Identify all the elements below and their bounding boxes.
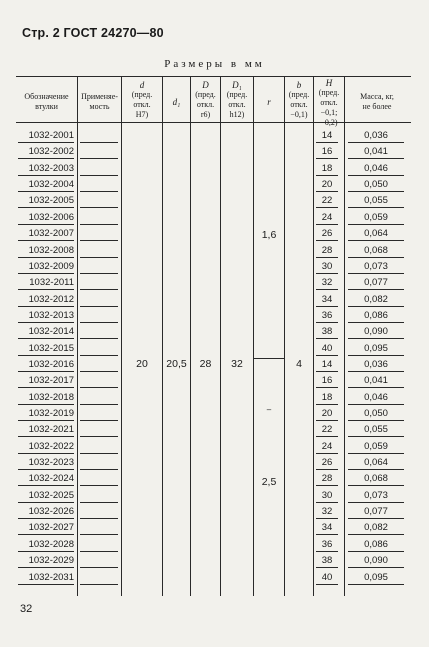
- row-mass: 0,090: [348, 325, 404, 339]
- row-mass: 0,036: [348, 129, 404, 143]
- header-D: D (пред. откл. r6): [195, 80, 216, 119]
- col-divider: [190, 76, 191, 596]
- row-mass: 0,055: [348, 423, 404, 437]
- row-application-cell: [80, 423, 118, 437]
- row-application-cell: [80, 456, 118, 470]
- row-code: 1032-2017: [18, 374, 74, 388]
- row-application-cell: [80, 178, 118, 192]
- col-divider: [344, 76, 345, 596]
- col-divider: [284, 76, 285, 596]
- row-mass: 0,064: [348, 456, 404, 470]
- row-code: 1032-2018: [18, 391, 74, 405]
- row-code: 1032-2019: [18, 407, 74, 421]
- header-H: H (пред. откл. −0,1; −0,2): [318, 78, 340, 127]
- row-application-cell: [80, 440, 118, 454]
- row-H: 20: [316, 407, 338, 421]
- row-H: 22: [316, 423, 338, 437]
- r-group-divider: [254, 358, 284, 359]
- row-code: 1032-2006: [18, 211, 74, 225]
- row-application-cell: [80, 194, 118, 208]
- value-r-group2: 2,5: [261, 476, 277, 488]
- col-divider: [313, 76, 314, 596]
- row-application-cell: [80, 309, 118, 323]
- header-code: Обозначение втулки: [24, 92, 69, 111]
- row-code: 1032-2013: [18, 309, 74, 323]
- row-mass: 0,050: [348, 178, 404, 192]
- value-D1: 32: [231, 358, 243, 370]
- col-divider: [253, 76, 254, 596]
- row-code: 1032-2005: [18, 194, 74, 208]
- row-mass: 0,036: [348, 358, 404, 372]
- row-code: 1032-2008: [18, 244, 74, 258]
- row-H: 26: [316, 227, 338, 241]
- row-application-cell: [80, 521, 118, 535]
- row-code: 1032-2026: [18, 505, 74, 519]
- row-H: 28: [316, 472, 338, 486]
- row-mass: 0,082: [348, 293, 404, 307]
- page-header: Стр. 2 ГОСТ 24270—80: [22, 26, 164, 40]
- col-divider: [162, 76, 163, 596]
- value-D: 28: [199, 358, 212, 370]
- row-mass: 0,073: [348, 260, 404, 274]
- row-H: 24: [316, 211, 338, 225]
- row-code: 1032-2028: [18, 538, 74, 552]
- row-application-cell: [80, 391, 118, 405]
- row-application-cell: [80, 145, 118, 159]
- row-H: 24: [316, 440, 338, 454]
- header-mass: Масса, кг, не более: [360, 92, 394, 111]
- row-mass: 0,082: [348, 521, 404, 535]
- row-code: 1032-2016: [18, 358, 74, 372]
- row-mass: 0,064: [348, 227, 404, 241]
- row-H: 26: [316, 456, 338, 470]
- row-H: 14: [316, 129, 338, 143]
- row-H: 32: [316, 276, 338, 290]
- value-d1: 20,5: [166, 358, 187, 370]
- header-d1: d₁: [172, 97, 181, 107]
- row-mass: 0,068: [348, 244, 404, 258]
- row-application-cell: [80, 227, 118, 241]
- row-application-cell: [80, 162, 118, 176]
- row-H: 14: [316, 358, 338, 372]
- row-code: 1032-2024: [18, 472, 74, 486]
- row-H: 40: [316, 342, 338, 356]
- row-H: 22: [316, 194, 338, 208]
- header-application: Применяе- мость: [81, 92, 118, 111]
- header-r: r: [267, 97, 271, 107]
- row-code: 1032-2029: [18, 554, 74, 568]
- row-H: 28: [316, 244, 338, 258]
- row-code: 1032-2025: [18, 489, 74, 503]
- row-H: 34: [316, 293, 338, 307]
- row-H: 38: [316, 325, 338, 339]
- row-H: 30: [316, 260, 338, 274]
- row-H: 30: [316, 489, 338, 503]
- row-H: 18: [316, 162, 338, 176]
- row-application-cell: [80, 472, 118, 486]
- row-mass: 0,073: [348, 489, 404, 503]
- row-mass: 0,046: [348, 391, 404, 405]
- table-title: Размеры в мм: [164, 58, 265, 70]
- value-d: 20: [136, 358, 148, 370]
- header-d: d (пред. откл. H7): [131, 80, 153, 119]
- row-mass: 0,046: [348, 162, 404, 176]
- row-application-cell: [80, 244, 118, 258]
- row-H: 20: [316, 178, 338, 192]
- row-H: 36: [316, 538, 338, 552]
- row-application-cell: [80, 489, 118, 503]
- row-application-cell: [80, 538, 118, 552]
- row-mass: 0,068: [348, 472, 404, 486]
- table-top-rule: [16, 76, 411, 77]
- row-application-cell: [80, 325, 118, 339]
- row-application-cell: [80, 554, 118, 568]
- row-application-cell: [80, 211, 118, 225]
- row-mass: 0,059: [348, 440, 404, 454]
- row-H: 18: [316, 391, 338, 405]
- row-H: 40: [316, 571, 338, 585]
- row-application-cell: [80, 505, 118, 519]
- row-code: 1032-2003: [18, 162, 74, 176]
- row-code: 1032-2015: [18, 342, 74, 356]
- row-H: 16: [316, 145, 338, 159]
- col-divider: [121, 76, 122, 596]
- row-application-cell: [80, 276, 118, 290]
- row-mass: 0,041: [348, 374, 404, 388]
- row-mass: 0,077: [348, 505, 404, 519]
- col-divider: [77, 76, 78, 596]
- row-code: 1032-2009: [18, 260, 74, 274]
- row-code: 1032-2007: [18, 227, 74, 241]
- row-mass: 0,095: [348, 571, 404, 585]
- row-code: 1032-2023: [18, 456, 74, 470]
- row-mass: 0,077: [348, 276, 404, 290]
- row-code: 1032-2012: [18, 293, 74, 307]
- row-code: 1032-2011: [18, 276, 74, 290]
- header-bottom-rule: [16, 122, 411, 123]
- value-r-dash: –: [266, 405, 272, 414]
- row-application-cell: [80, 260, 118, 274]
- row-code: 1032-2014: [18, 325, 74, 339]
- row-application-cell: [80, 407, 118, 421]
- row-code: 1032-2001: [18, 129, 74, 143]
- header-D1: D₁ (пред. откл. h12): [226, 80, 248, 119]
- row-mass: 0,090: [348, 554, 404, 568]
- value-r-group1: 1,6: [261, 229, 277, 241]
- row-application-cell: [80, 342, 118, 356]
- row-mass: 0,059: [348, 211, 404, 225]
- row-H: 34: [316, 521, 338, 535]
- row-H: 32: [316, 505, 338, 519]
- row-mass: 0,055: [348, 194, 404, 208]
- row-code: 1032-2022: [18, 440, 74, 454]
- row-mass: 0,086: [348, 309, 404, 323]
- row-mass: 0,041: [348, 145, 404, 159]
- row-code: 1032-2021: [18, 423, 74, 437]
- row-mass: 0,086: [348, 538, 404, 552]
- row-code: 1032-2002: [18, 145, 74, 159]
- row-mass: 0,050: [348, 407, 404, 421]
- page-number: 32: [20, 603, 33, 615]
- row-code: 1032-2004: [18, 178, 74, 192]
- row-H: 16: [316, 374, 338, 388]
- row-application-cell: [80, 293, 118, 307]
- row-application-cell: [80, 129, 118, 143]
- row-application-cell: [80, 358, 118, 372]
- col-divider: [220, 76, 221, 596]
- row-H: 38: [316, 554, 338, 568]
- value-b: 4: [296, 358, 302, 370]
- row-application-cell: [80, 571, 118, 585]
- header-b: b (пред. откл. −0,1): [288, 80, 310, 119]
- row-code: 1032-2027: [18, 521, 74, 535]
- row-code: 1032-2031: [18, 571, 74, 585]
- row-application-cell: [80, 374, 118, 388]
- row-mass: 0,095: [348, 342, 404, 356]
- row-H: 36: [316, 309, 338, 323]
